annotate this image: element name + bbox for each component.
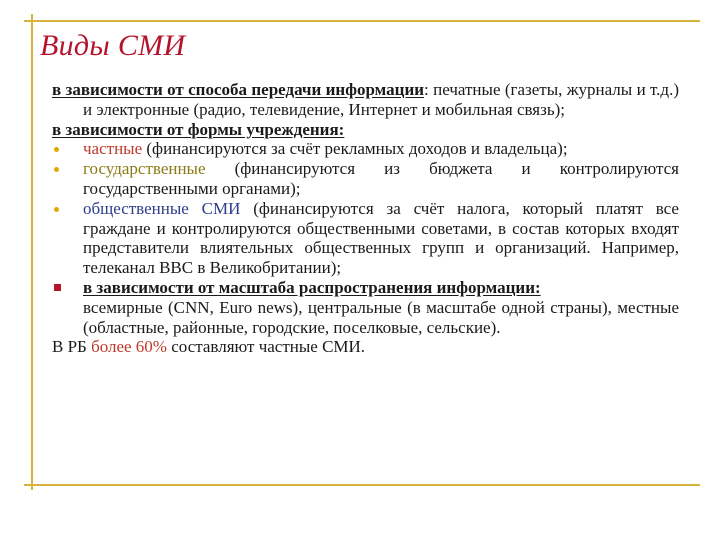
section-scale-heading: в зависимости от масштаба распространения информации: [83,277,541,297]
footer-suffix: составляют частные СМИ. [166,337,366,357]
section-transmission [52,80,679,120]
footer-prefix: В РБ [52,337,92,357]
term-private: частные [83,139,143,159]
frame-vertical-line [31,14,33,490]
footer-statement [52,337,679,357]
term-public-desc: (финансируются за счёт налога, который платят все граждане и контролируются общественными советами, в состав которых входят представители влиятельных общественных групп и организаций. Например, телеканал BBC в Великобритании); [83,198,679,278]
section-scale [52,278,679,337]
bullet-dot-icon [54,207,59,212]
term-state: государственные [83,159,206,179]
footer-highlight: более 60% [91,337,167,357]
list-item [52,199,679,278]
term-state-desc: (финансируются из бюджета и контролируются государственными органами); [83,159,679,198]
bullet-square-icon [54,284,61,291]
section-transmission-heading: в зависимости от способа передачи информации [52,80,425,99]
section-form [52,120,679,140]
bullet-dot-icon [54,167,59,172]
bullet-dot-icon [54,147,59,152]
slide-title: Виды СМИ [40,29,186,62]
section-transmission-text: : печатные (газеты, журналы и т.д.) и электронные (радио, телевидение, Интернет и мобильная связь); [83,80,679,119]
list-item [52,139,679,159]
slide-content [52,80,679,357]
frame-top-line [24,20,700,22]
term-private-desc: (финансируются за счёт рекламных доходов и владельца); [142,139,568,159]
section-form-heading: в зависимости от формы учреждения: [52,119,345,139]
section-scale-text: всемирные (CNN, Euro news), центральные (в масштабе одной страны), местные (областные, районные, городские, поселковые, сельские). [83,297,679,337]
list-item [52,159,679,199]
frame-bottom-line [24,484,700,486]
term-public: общественные СМИ [83,198,241,218]
